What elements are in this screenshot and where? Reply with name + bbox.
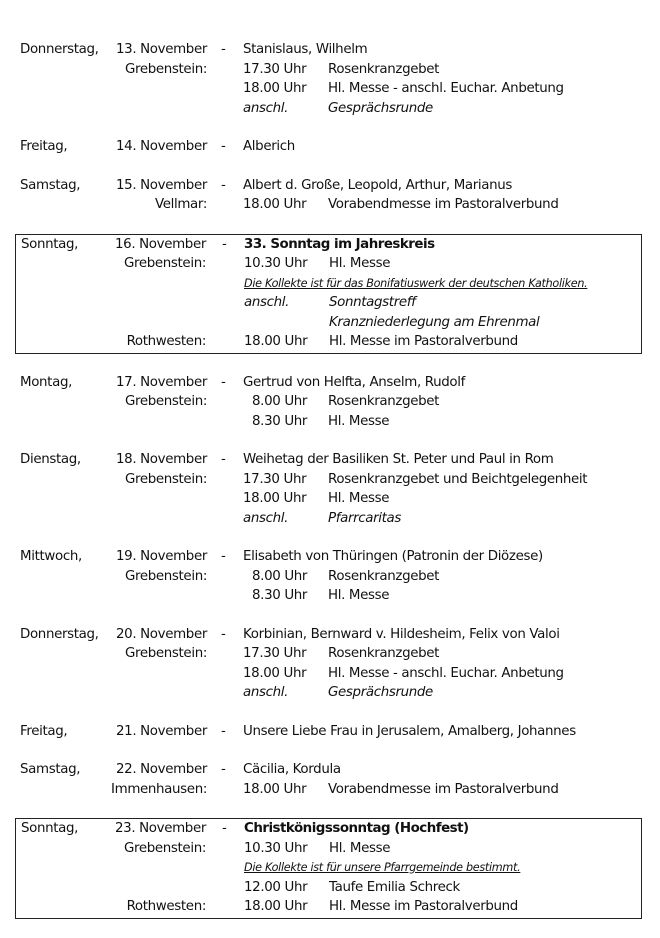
schedule-row: [0, 99, 660, 119]
weekday: Donnerstag,: [20, 626, 99, 642]
event-description: Hl. Messe: [329, 840, 391, 856]
weekday: Donnerstag,: [20, 42, 99, 57]
location: Grebenstein:: [124, 394, 207, 409]
schedule-row: [16, 878, 641, 898]
date: 20. November: [115, 626, 207, 642]
schedule-row: [16, 858, 641, 878]
event-description: Gesprächsrunde: [328, 100, 433, 116]
separator-dash: -: [222, 236, 227, 252]
separator-dash: -: [221, 42, 226, 57]
time: 10.30 Uhr: [244, 840, 308, 856]
event-description: Hl. Messe: [329, 256, 391, 271]
time: 18.00 Uhr: [243, 665, 307, 681]
event-description: Hl. Messe: [328, 413, 390, 429]
date: 14. November: [115, 139, 207, 154]
time: anschl.: [244, 295, 290, 310]
feast-name: Gertrud von Helfta, Anselm, Rudolf: [243, 374, 466, 390]
date: 16. November: [114, 236, 206, 252]
day-header-line: [0, 373, 660, 393]
day-schedule: [0, 137, 660, 157]
schedule-row: [0, 567, 660, 587]
feast-name: 33. Sonntag im Jahreskreis: [244, 236, 435, 252]
location: Grebenstein:: [123, 256, 206, 271]
schedule-row: [16, 897, 641, 917]
separator-dash: -: [221, 374, 226, 390]
location: Grebenstein:: [124, 568, 207, 584]
day-schedule: [0, 722, 660, 742]
time: anschl.: [243, 510, 289, 526]
time: 12.00 Uhr: [244, 879, 308, 895]
day-header-line: [0, 450, 660, 470]
day-schedule: [0, 373, 660, 432]
event-description: Hl. Messe im Pastoralverbund: [329, 899, 518, 914]
feast-name: Stanislaus, Wilhelm: [243, 42, 368, 57]
event-description: Hl. Messe - anschl. Euchar. Anbetung: [328, 665, 564, 681]
time: 18.00 Uhr: [243, 197, 307, 212]
time: 17.30 Uhr: [243, 646, 307, 661]
day-header-line: [0, 176, 660, 196]
schedule-row: [0, 412, 660, 432]
event-description: Hl. Messe: [328, 588, 390, 603]
date: 23. November: [114, 821, 206, 836]
time: 18.00 Uhr: [243, 781, 307, 797]
time: 8.30 Uhr: [252, 413, 308, 429]
time: anschl.: [243, 685, 289, 700]
weekday: Sonntag,: [21, 821, 79, 836]
schedule-row: [16, 313, 641, 333]
separator-dash: -: [221, 723, 226, 739]
schedule-row: [0, 509, 660, 529]
schedule-row: [0, 60, 660, 80]
weekday: Samstag,: [20, 177, 81, 193]
time: 8.00 Uhr: [252, 568, 308, 584]
schedule-row: [0, 586, 660, 606]
collection-note: Die Kollekte ist für das Bonifatiuswerk der deutschen Katholiken.: [244, 276, 588, 290]
schedule-row: [16, 254, 641, 274]
time: 18.00 Uhr: [244, 899, 308, 914]
time: 17.30 Uhr: [243, 471, 307, 487]
separator-dash: -: [222, 821, 227, 836]
date: 15. November: [115, 177, 207, 193]
schedule-row: [0, 489, 660, 509]
separator-dash: -: [221, 549, 226, 564]
feast-name: Elisabeth von Thüringen (Patronin der Diözese): [243, 549, 543, 564]
schedule-row: [0, 79, 660, 99]
event-description: Hl. Messe: [328, 491, 390, 506]
event-description: Rosenkranzgebet: [328, 394, 440, 409]
event-description: Kranzniederlegung am Ehrenmal: [329, 314, 540, 330]
location: Grebenstein:: [123, 840, 206, 856]
schedule-row: [16, 332, 641, 352]
weekday: Samstag,: [20, 762, 81, 777]
time: 10.30 Uhr: [244, 256, 308, 271]
day-header-line: [16, 235, 641, 255]
day-header-line: [0, 547, 660, 567]
time: 18.00 Uhr: [243, 81, 307, 96]
day-schedule: [0, 40, 660, 118]
date: 22. November: [115, 762, 207, 777]
location: Grebenstein:: [124, 646, 207, 661]
weekday: Montag,: [20, 374, 72, 390]
separator-dash: -: [221, 762, 226, 777]
day-header-line: [0, 137, 660, 157]
sunday-schedule-box: [15, 234, 642, 354]
day-schedule: [0, 176, 660, 215]
weekday: Sonntag,: [21, 236, 79, 252]
day-header-line: [0, 760, 660, 780]
schedule-row: [16, 293, 641, 313]
event-description: Hl. Messe - anschl. Euchar. Anbetung: [328, 81, 564, 96]
schedule-page: [0, 40, 660, 938]
day-schedule: [0, 450, 660, 528]
schedule-row: [0, 195, 660, 215]
feast-name: Weihetag der Basiliken St. Peter und Paul in Rom: [243, 452, 554, 467]
feast-name: Albert d. Große, Leopold, Arthur, Marianus: [243, 177, 513, 193]
weekday: Dienstag,: [20, 452, 81, 467]
date: 19. November: [115, 549, 207, 564]
day-header-line: [0, 625, 660, 645]
feast-name: Korbinian, Bernward v. Hildesheim, Felix von Valoi: [243, 626, 560, 642]
event-description: Vorabendmesse im Pastoralverbund: [328, 781, 559, 797]
feast-name: Alberich: [243, 139, 295, 154]
day-schedule: [0, 625, 660, 703]
separator-dash: -: [221, 177, 226, 193]
date: 13. November: [115, 42, 207, 57]
collection-note: Die Kollekte ist für unsere Pfarrgemeinde bestimmt.: [244, 861, 521, 874]
location: Rothwesten:: [126, 334, 206, 349]
separator-dash: -: [221, 452, 226, 467]
event-description: Vorabendmesse im Pastoralverbund: [328, 197, 559, 212]
date: 18. November: [115, 452, 207, 467]
schedule-row: [0, 664, 660, 684]
schedule-row: [0, 392, 660, 412]
event-description: Rosenkranzgebet: [328, 568, 440, 584]
feast-name: Unsere Liebe Frau in Jerusalem, Amalberg, Johannes: [243, 723, 576, 739]
day-schedule: [0, 547, 660, 606]
time: 18.00 Uhr: [243, 491, 307, 506]
schedule-row: [16, 274, 641, 294]
schedule-row: [0, 644, 660, 664]
separator-dash: -: [221, 139, 226, 154]
time: 18.00 Uhr: [244, 334, 308, 349]
weekday: Freitag,: [20, 139, 68, 154]
event-description: Rosenkranzgebet: [328, 646, 440, 661]
time: anschl.: [243, 100, 289, 116]
location: Grebenstein:: [124, 61, 207, 77]
day-schedule: [0, 760, 660, 799]
event-description: Gesprächsrunde: [328, 685, 433, 700]
time: 8.30 Uhr: [252, 588, 308, 603]
schedule-row: [0, 780, 660, 800]
event-description: Pfarrcaritas: [328, 510, 402, 526]
feast-name: Cäcilia, Kordula: [243, 762, 341, 777]
day-header-line: [0, 722, 660, 742]
separator-dash: -: [221, 626, 226, 642]
event-description: Taufe Emilia Schreck: [329, 879, 460, 895]
day-header-line: [16, 819, 641, 839]
event-description: Sonntagstreff: [329, 295, 416, 310]
date: 21. November: [115, 723, 207, 739]
day-header-line: [0, 40, 660, 60]
time: 8.00 Uhr: [252, 394, 308, 409]
time: 17.30 Uhr: [243, 61, 307, 77]
location: Vellmar:: [154, 197, 207, 212]
schedule-row: [0, 470, 660, 490]
sunday-schedule-box: [15, 818, 642, 919]
weekday: Freitag,: [20, 723, 68, 739]
feast-name: Christkönigssonntag (Hochfest): [244, 821, 469, 836]
event-description: Hl. Messe im Pastoralverbund: [329, 334, 518, 349]
location: Rothwesten:: [126, 899, 206, 914]
schedule-row: [16, 839, 641, 859]
schedule-row: [0, 683, 660, 703]
event-description: Rosenkranzgebet: [328, 61, 440, 77]
weekday: Mittwoch,: [20, 549, 82, 564]
location: Grebenstein:: [124, 471, 207, 487]
date: 17. November: [115, 374, 207, 390]
event-description: Rosenkranzgebet und Beichtgelegenheit: [328, 471, 588, 487]
location: Immenhausen:: [111, 781, 207, 797]
